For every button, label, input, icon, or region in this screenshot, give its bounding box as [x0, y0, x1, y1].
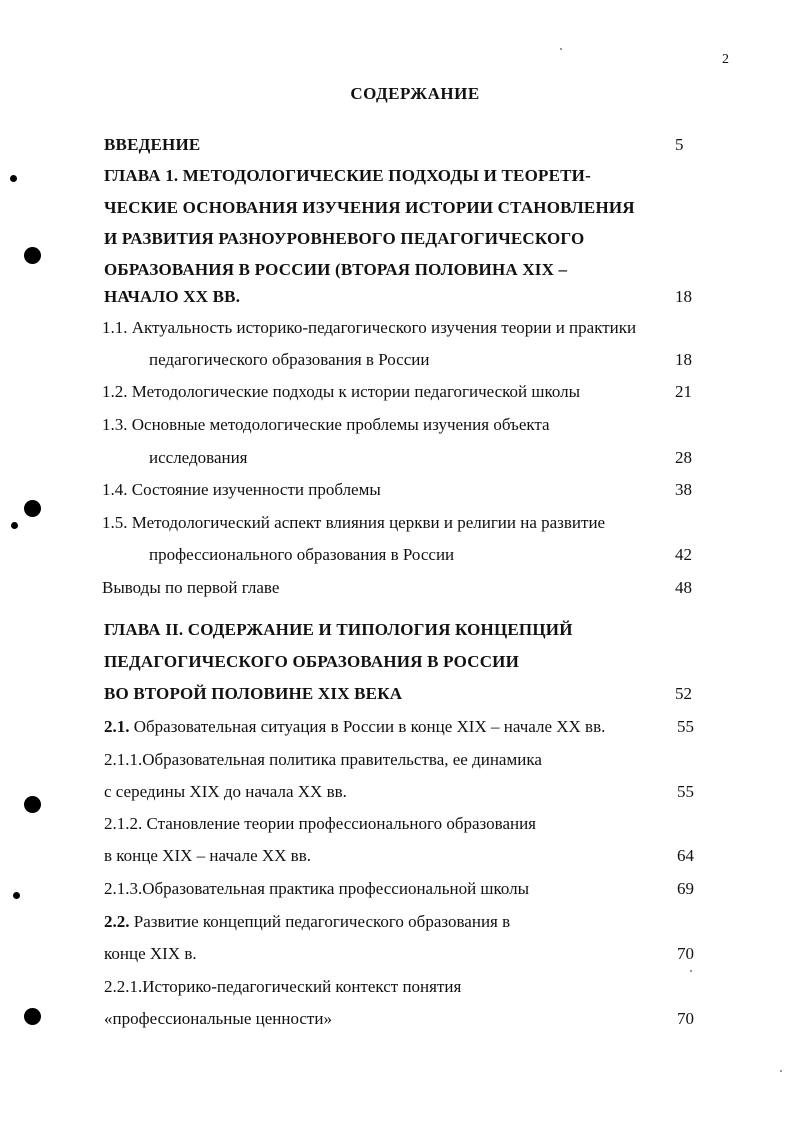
punch-hole-mark: [24, 796, 41, 813]
punch-hole-mark: [13, 892, 20, 899]
toc-line: 1.5. Методологический аспект влияния церкви и религии на развитие: [102, 513, 606, 532]
toc-line: «профессиональные ценности»: [104, 1009, 332, 1028]
toc-section-number: 2.2.: [104, 912, 130, 931]
page-title: СОДЕРЖАНИЕ: [350, 84, 480, 103]
toc-line: 2.1.1.Образовательная политика правительства, ее динамика: [104, 750, 542, 769]
toc-page-number: 64: [677, 846, 694, 865]
toc-line: 1.4. Состояние изученности проблемы: [102, 480, 381, 499]
toc-page-number: 69: [677, 879, 694, 898]
toc-line: ЧЕСКИЕ ОСНОВАНИЯ ИЗУЧЕНИЯ ИСТОРИИ СТАНОВЛЕНИЯ: [104, 198, 635, 217]
toc-line: 2.1.2. Становление теории профессионального образования: [104, 814, 537, 833]
scan-speck: [560, 48, 562, 50]
toc-line: педагогического образования в России: [149, 350, 430, 369]
toc-line: с середины XIX до начала XX вв.: [104, 782, 347, 801]
toc-page-number: 42: [675, 545, 692, 564]
toc-page-number: 28: [675, 448, 692, 467]
toc-page-number: 55: [677, 782, 694, 801]
toc-page-number: 48: [675, 578, 692, 597]
toc-page-number: 21: [675, 382, 692, 401]
toc-line: [104, 717, 605, 737]
scan-speck: [780, 1070, 782, 1072]
toc-page-number: 70: [677, 1009, 694, 1028]
page-number: 2: [722, 52, 729, 67]
toc-line: 1.3. Основные методологические проблемы изучения объекта: [102, 415, 550, 434]
toc-line: [104, 912, 510, 932]
toc-line: 1.2. Методологические подходы к истории педагогической школы: [102, 382, 581, 401]
toc-line-text: Образовательная ситуация в России в конце XIX – начале XX вв.: [129, 717, 606, 736]
toc-page-number: 18: [675, 287, 692, 306]
toc-page-number: 38: [675, 480, 692, 499]
toc-page-number: 52: [675, 684, 692, 703]
toc-line: ОБРАЗОВАНИЯ В РОССИИ (ВТОРАЯ ПОЛОВИНА XIX –: [104, 260, 568, 279]
punch-hole-mark: [11, 522, 18, 529]
toc-line: ГЛАВА 1. МЕТОДОЛОГИЧЕСКИЕ ПОДХОДЫ И ТЕОРЕТИ-: [104, 166, 591, 185]
toc-line-text: Развитие концепций педагогического образования в: [129, 912, 511, 931]
punch-hole-mark: [24, 500, 41, 517]
toc-line: ПЕДАГОГИЧЕСКОГО ОБРАЗОВАНИЯ В РОССИИ: [104, 652, 520, 671]
toc-page-number: 70: [677, 944, 694, 963]
scan-speck: [690, 970, 692, 972]
toc-line: в конце XIX – начале XX вв.: [104, 846, 311, 865]
toc-line: конце XIX в.: [104, 944, 197, 963]
toc-line: И РАЗВИТИЯ РАЗНОУРОВНЕВОГО ПЕДАГОГИЧЕСКОГО: [104, 229, 585, 248]
toc-line: 2.2.1.Историко-педагогический контекст понятия: [104, 977, 462, 996]
toc-page-number: 5: [675, 135, 684, 154]
toc-line: профессионального образования в России: [149, 545, 455, 564]
toc-line: 1.1. Актуальность историко-педагогического изучения теории и практики: [102, 318, 637, 337]
toc-line: Выводы по первой главе: [102, 578, 280, 597]
toc-line: ВВЕДЕНИЕ: [104, 135, 201, 154]
toc-line: ГЛАВА II. СОДЕРЖАНИЕ И ТИПОЛОГИЯ КОНЦЕПЦИЙ: [104, 620, 573, 639]
punch-hole-mark: [10, 175, 17, 182]
toc-line: исследования: [149, 448, 248, 467]
toc-line: 2.1.3.Образовательная практика профессиональной школы: [104, 879, 530, 898]
toc-section-number: 2.1.: [104, 717, 130, 736]
toc-line: НАЧАЛО XX ВВ.: [104, 287, 241, 306]
toc-line: ВО ВТОРОЙ ПОЛОВИНЕ XIX ВЕКА: [104, 684, 403, 703]
toc-page-number: 55: [677, 717, 694, 736]
punch-hole-mark: [24, 247, 41, 264]
punch-hole-mark: [24, 1008, 41, 1025]
toc-page-number: 18: [675, 350, 692, 369]
